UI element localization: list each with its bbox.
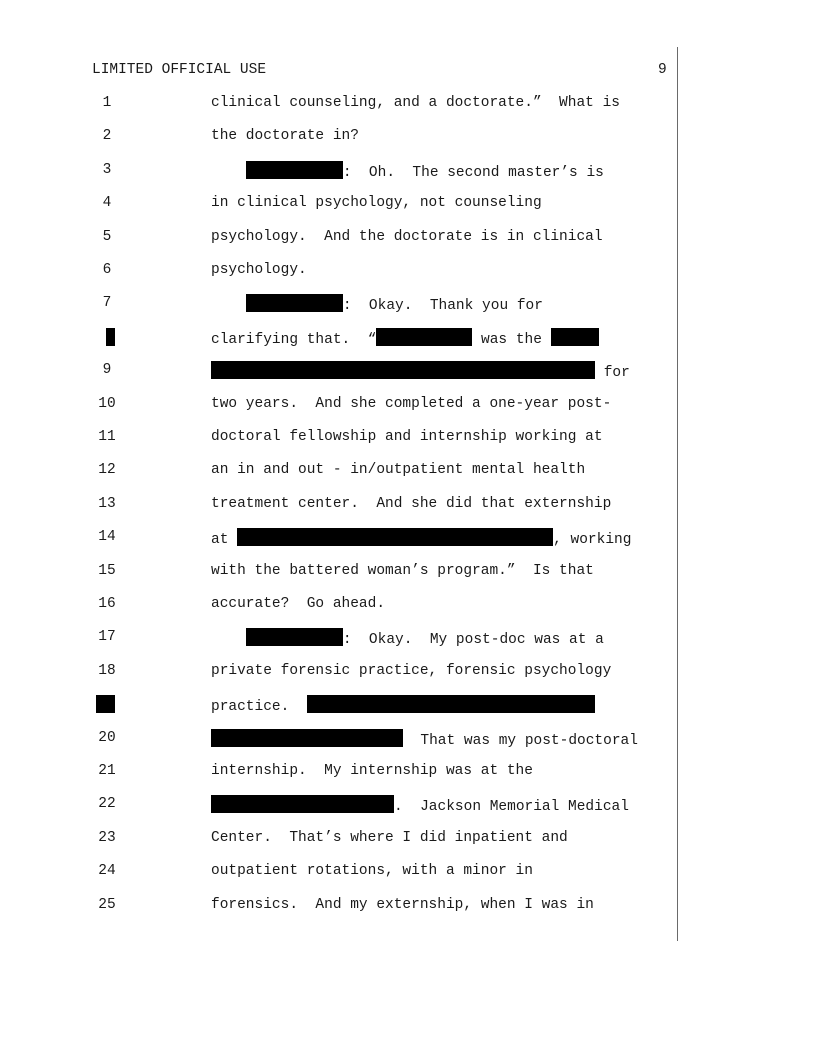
line-text: for (595, 365, 630, 381)
transcript-line (211, 795, 629, 816)
line-number: 24 (98, 863, 116, 879)
transcript-line (211, 294, 543, 315)
line-text: treatment center. And she did that externship (211, 496, 612, 512)
line-number: 21 (98, 763, 116, 779)
line-text: : Okay. My post-doc was at a (342, 632, 604, 648)
line-text: two years. And she completed a one-year post- (211, 396, 612, 412)
line-text: clarifying that. “ (211, 332, 377, 348)
transcript-line (211, 228, 603, 246)
transcript-line (211, 194, 542, 212)
line-text: , working (553, 532, 632, 548)
line-number: 9 (102, 362, 112, 378)
line-number: 6 (102, 262, 112, 278)
line-text: Center. That’s where I did inpatient and (211, 830, 568, 846)
transcript-line (211, 762, 533, 780)
line-text (211, 632, 246, 648)
line-number: 3 (102, 162, 112, 178)
redaction-block (307, 695, 595, 713)
line-text: outpatient rotations, with a minor in (211, 863, 533, 879)
line-number: 7 (102, 295, 112, 311)
line-number: 15 (98, 563, 116, 579)
transcript-line (211, 395, 611, 413)
line-number: 20 (98, 730, 116, 746)
transcript-line (211, 495, 611, 513)
redaction-block (211, 361, 595, 379)
line-text (211, 165, 246, 181)
line-text: forensics. And my externship, when I was in (211, 897, 594, 913)
line-text: psychology. (211, 262, 307, 278)
line-number: 16 (98, 596, 116, 612)
transcript-line (211, 862, 533, 880)
line-number: 22 (98, 796, 116, 812)
transcript-line (211, 261, 307, 279)
line-text: practice. (211, 699, 307, 715)
line-number: 23 (98, 830, 116, 846)
line-number: 2 (102, 128, 112, 144)
redaction-block (237, 528, 553, 546)
line-text: : Oh. The second master’s is (342, 165, 604, 181)
transcript-line (211, 562, 594, 580)
line-text: clinical counseling, and a doctorate.” What is (211, 95, 620, 111)
line-text: : Okay. Thank you for (342, 298, 543, 314)
line-text: doctoral fellowship and internship working at (211, 429, 603, 445)
line-number: 4 (102, 195, 112, 211)
line-text: accurate? Go ahead. (211, 596, 386, 612)
line-text (211, 298, 246, 314)
line-text: psychology. And the doctorate is in clinical (211, 229, 603, 245)
classification-header: LIMITED OFFICIAL USE (92, 62, 267, 78)
transcript-line (211, 595, 385, 613)
line-number: 13 (98, 496, 116, 512)
transcript-line (211, 896, 594, 914)
line-number: 12 (98, 462, 116, 478)
redaction-block (376, 328, 472, 346)
line-number: 10 (98, 396, 116, 412)
line-text: an in and out - in/outpatient mental health (211, 462, 586, 478)
line-number: 14 (98, 529, 116, 545)
line-text: with the battered woman’s program.” Is that (211, 563, 594, 579)
transcript-line (211, 628, 604, 649)
transcript-line (211, 428, 603, 446)
transcript-line (211, 729, 638, 750)
transcript-line (211, 328, 599, 349)
redaction-block (551, 328, 599, 346)
right-margin-rule (677, 47, 678, 941)
transcript-line (211, 461, 585, 479)
line-number: 17 (98, 629, 116, 645)
redaction-block (246, 628, 343, 646)
line-number: 5 (102, 229, 112, 245)
transcript-line (211, 829, 568, 847)
transcript-line (211, 94, 620, 112)
line-number: 11 (98, 429, 116, 445)
line-text: the doctorate in? (211, 128, 359, 144)
redaction-block (246, 294, 343, 312)
line-text: That was my post-doctoral (403, 733, 638, 749)
line-number: 18 (98, 663, 116, 679)
transcript-line (211, 528, 631, 549)
transcript-line (211, 127, 359, 145)
redaction-block (211, 795, 394, 813)
line-text: internship. My internship was at the (211, 763, 533, 779)
transcript-line (211, 161, 604, 182)
redaction-block (246, 161, 343, 179)
line-text: private forensic practice, forensic psychology (211, 663, 612, 679)
line-number: 1 (102, 95, 112, 111)
redacted-line-number (106, 328, 115, 346)
redaction-block (211, 729, 403, 747)
redacted-line-number (96, 695, 115, 713)
line-text: was the (472, 332, 551, 348)
transcript-line (211, 662, 611, 680)
line-number: 25 (98, 897, 116, 913)
line-text: in clinical psychology, not counseling (211, 195, 542, 211)
page-number: 9 (658, 62, 667, 78)
line-text: . Jackson Memorial Medical (394, 799, 629, 815)
transcript-line (211, 361, 630, 382)
line-text: at (211, 532, 238, 548)
transcript-line (211, 695, 595, 716)
